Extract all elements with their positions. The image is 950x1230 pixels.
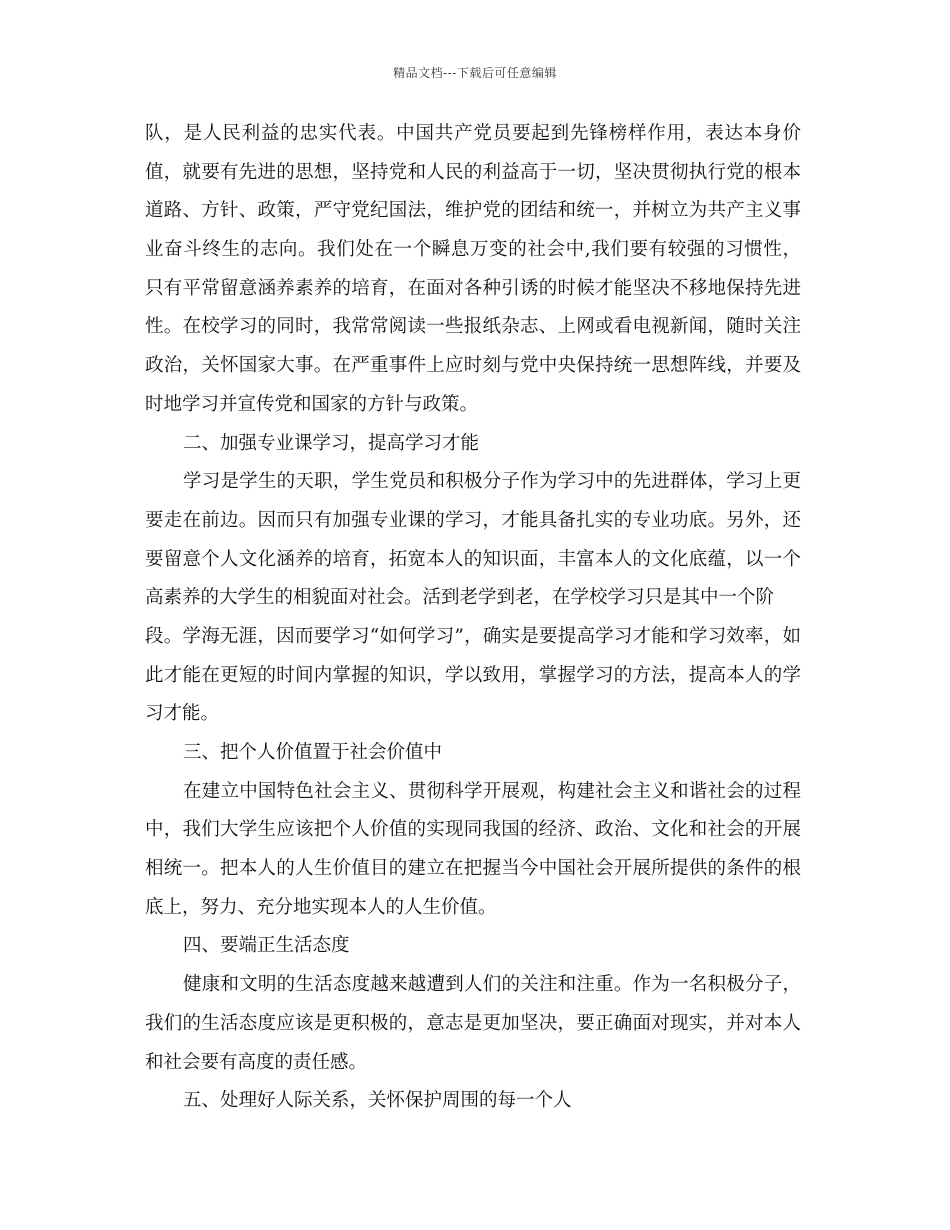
text-line: 业奋斗终生的志向。我们处在一个瞬息万变的社会中,我们要有较强的习惯性，: [145, 239, 801, 261]
text-line: 底上，努力、充分地实现本人的人生价值。: [145, 896, 497, 918]
text-line: 和社会要有高度的责任感。: [145, 1051, 368, 1073]
text-line: 习才能。: [145, 703, 220, 725]
text-line: 相统一。把本人的人生价值目的建立在把握当今中国社会开展所提供的条件的根: [145, 858, 801, 880]
text-line: 高素养的大学生的相貌面对社会。活到老学到老，在学校学习只是其中一个阶: [145, 587, 775, 609]
text-line: 性。在校学习的同时，我常常阅读一些报纸杂志、上网或看电视新闻，随时关注: [145, 316, 801, 338]
page-header: 精品文档---下载后可任意编辑: [393, 66, 557, 80]
text-line: 时地学习并宣传党和国家的方针与政策。: [145, 393, 479, 415]
text-line: 我们的生活态度应该是更积极的，意志是更加坚决，要正确面对现实，并对本人: [145, 1012, 801, 1034]
text-line: 三、把个人价值置于社会价值中: [183, 742, 443, 763]
text-line: 值，就要有先进的思想，坚持党和人民的利益高于一切，坚决贯彻执行党的根本: [145, 161, 801, 183]
text-line: 健康和文明的生活态度越来越遭到人们的关注和注重。作为一名积极分子，: [183, 974, 801, 996]
text-line: 队，是人民利益的忠实代表。中国共产党员要起到先锋榜样作用，表达本身价: [145, 123, 801, 144]
text-line: 五、处理好人际关系，关怀保护周围的每一个人: [183, 1090, 572, 1112]
document-body: [145, 115, 801, 1121]
text-line: 要留意个人文化涵养的培育，拓宽本人的知识面，丰富本人的文化底蕴，以一个: [145, 548, 801, 570]
text-line: 中，我们大学生应该把个人价值的实现同我国的经济、政治、文化和社会的开展: [145, 819, 801, 841]
text-line: 段。学海无涯，因而要学习“如何学习”，确实是要提高学习才能和学习效率，如: [145, 625, 801, 647]
text-line: 道路、方针、政策，严守党纪国法，维护党的团结和统一，并树立为共产主义事: [145, 200, 801, 222]
text-line: 二、加强专业课学习，提高学习才能: [183, 432, 480, 454]
text-line: 政治，关怀国家大事。在严重事件上应时刻与党中央保持统一思想阵线，并要及: [145, 355, 801, 377]
text-line: 只有平常留意涵养素养的培育，在面对各种引诱的时候才能坚决不移地保持先进: [145, 277, 801, 299]
text-line: 学习是学生的天职，学生党员和积极分子作为学习中的先进群体，学习上更: [183, 471, 801, 493]
text-line: 在建立中国特色社会主义、贯彻科学开展观，构建社会主义和谐社会的过程: [183, 780, 801, 802]
text-line: 要走在前边。因而只有加强专业课的学习，才能具备扎实的专业功底。另外，还: [145, 509, 801, 531]
text-line: 四、要端正生活态度: [183, 935, 350, 957]
text-line: 此才能在更短的时间内掌握的知识，学以致用，掌握学习的方法，提高本人的学: [145, 664, 801, 686]
